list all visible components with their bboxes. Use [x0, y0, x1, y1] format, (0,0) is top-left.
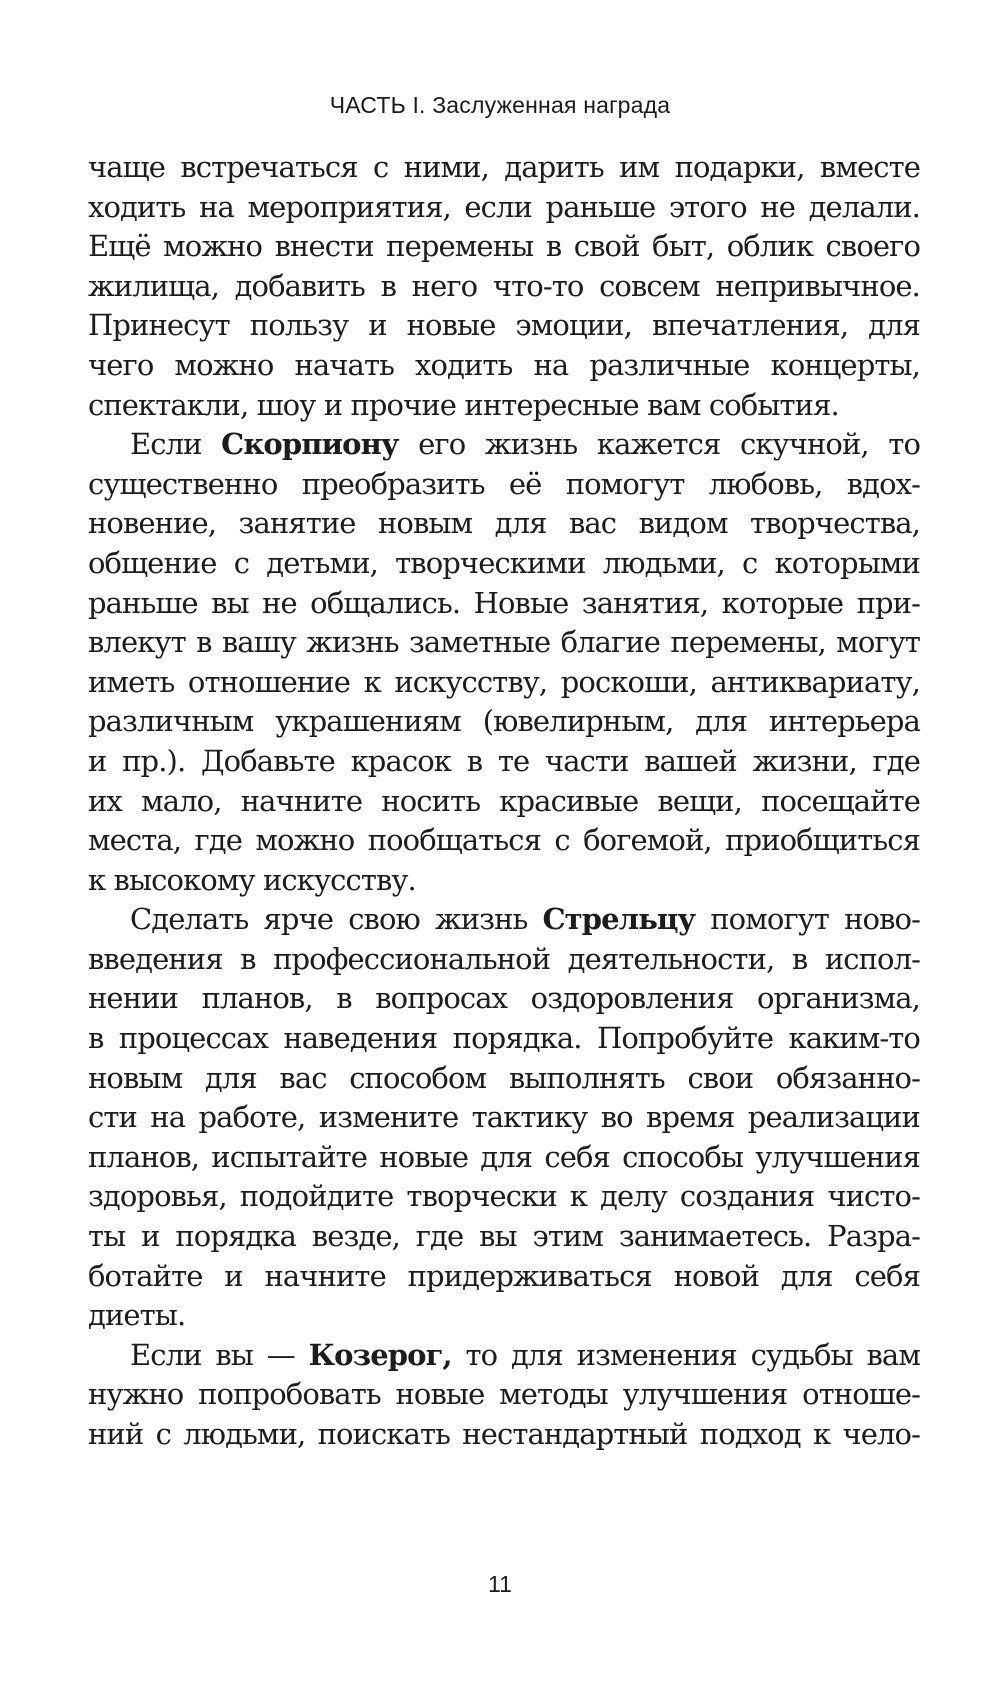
text-line: места, где можно пообщаться с богемой, приобщиться — [88, 823, 920, 858]
text-line: ботайте и начните придерживаться новой для себя — [88, 1258, 920, 1293]
text-line: жилища, добавить в него что-то совсем непривычное. — [88, 268, 920, 303]
text-line: диеты. — [88, 1298, 186, 1333]
text-line: различным украшениям (ювелирным, для интерьера — [88, 704, 920, 739]
text-line: и пр.). Добавьте красок в те части вашей жизни, где — [88, 743, 920, 778]
text-line: в процессах наведения порядка. Попробуйте каким-то — [88, 1021, 920, 1056]
text-line: влекут в вашу жизнь заметные благие перемены, могут — [88, 625, 920, 660]
text-line: ний с людьми, поискать нестандартный подход к чело- — [88, 1417, 920, 1451]
text-line: планов, испытайте новые для себя способы улучшения — [88, 1139, 920, 1174]
paragraph-sagittarius — [88, 900, 920, 1336]
text-line: спектакли, шоу и прочие интересные вам события. — [88, 387, 839, 422]
paragraph-scorpio — [88, 425, 920, 900]
sign-name-capricorn: Козерог, — [308, 1337, 452, 1372]
text-line: чего можно начать ходить на различные концерты, — [88, 347, 920, 382]
text-line: Ещё можно внести перемены в свой быт, облик своего — [88, 229, 920, 264]
paragraph-capricorn — [88, 1336, 920, 1455]
text-line — [88, 1336, 920, 1376]
text-line: нужно попробовать новые методы улучшения отноше- — [88, 1377, 920, 1412]
text-run: Если вы — — [130, 1337, 309, 1372]
text-line: раньше вы не общались. Новые занятия, которые при- — [88, 585, 920, 620]
text-line — [88, 900, 920, 940]
text-run: то для изменения судьбы вам — [451, 1337, 920, 1372]
text-line — [88, 425, 920, 465]
paragraph-continuation — [88, 148, 920, 425]
page-number: 11 — [488, 1571, 512, 1597]
sign-name-sagittarius: Стрельцу — [542, 902, 696, 937]
sign-name-scorpio: Скорпиону — [221, 427, 399, 462]
text-run: его жизнь кажется скучной, то — [398, 427, 921, 462]
text-line: нении планов, в вопросах оздоровления организма, — [88, 981, 920, 1016]
text-line: иметь отношение к искусству, роскоши, антиквариату, — [88, 664, 920, 699]
text-line: чаще встречаться с ними, дарить им подарки, вместе — [88, 150, 920, 184]
text-run: Если — [130, 427, 222, 462]
text-line: новым для вас способом выполнять свои обязанно- — [88, 1060, 920, 1095]
text-line: здоровья, подойдите творчески к делу создания чисто- — [88, 1179, 920, 1214]
text-line: Принесут пользу и новые эмоции, впечатления, для — [88, 308, 920, 343]
text-line: введения в профессиональной деятельности, в испол- — [88, 941, 920, 976]
text-run: помогут ново- — [695, 902, 920, 937]
text-line: существенно преобразить её помогут любовь, вдох- — [88, 466, 920, 501]
text-run: Сделать ярче свою жизнь — [130, 902, 543, 937]
running-head: ЧАСТЬ I. Заслуженная награда — [329, 92, 671, 118]
text-line: новение, занятие новым для вас видом творчества, — [88, 506, 920, 541]
text-line: сти на работе, измените тактику во время реализации — [88, 1100, 920, 1135]
body-text — [88, 148, 920, 1455]
text-line: к высокому искусству. — [88, 862, 416, 897]
text-line: ходить на мероприятия, если раньше этого не делали. — [88, 189, 920, 224]
text-line: их мало, начните носить красивые вещи, посещайте — [88, 783, 920, 818]
text-line: общение с детьми, творческими людьми, с которыми — [88, 545, 920, 580]
text-line: ты и порядка везде, где вы этим занимаетесь. Разра- — [88, 1219, 920, 1254]
